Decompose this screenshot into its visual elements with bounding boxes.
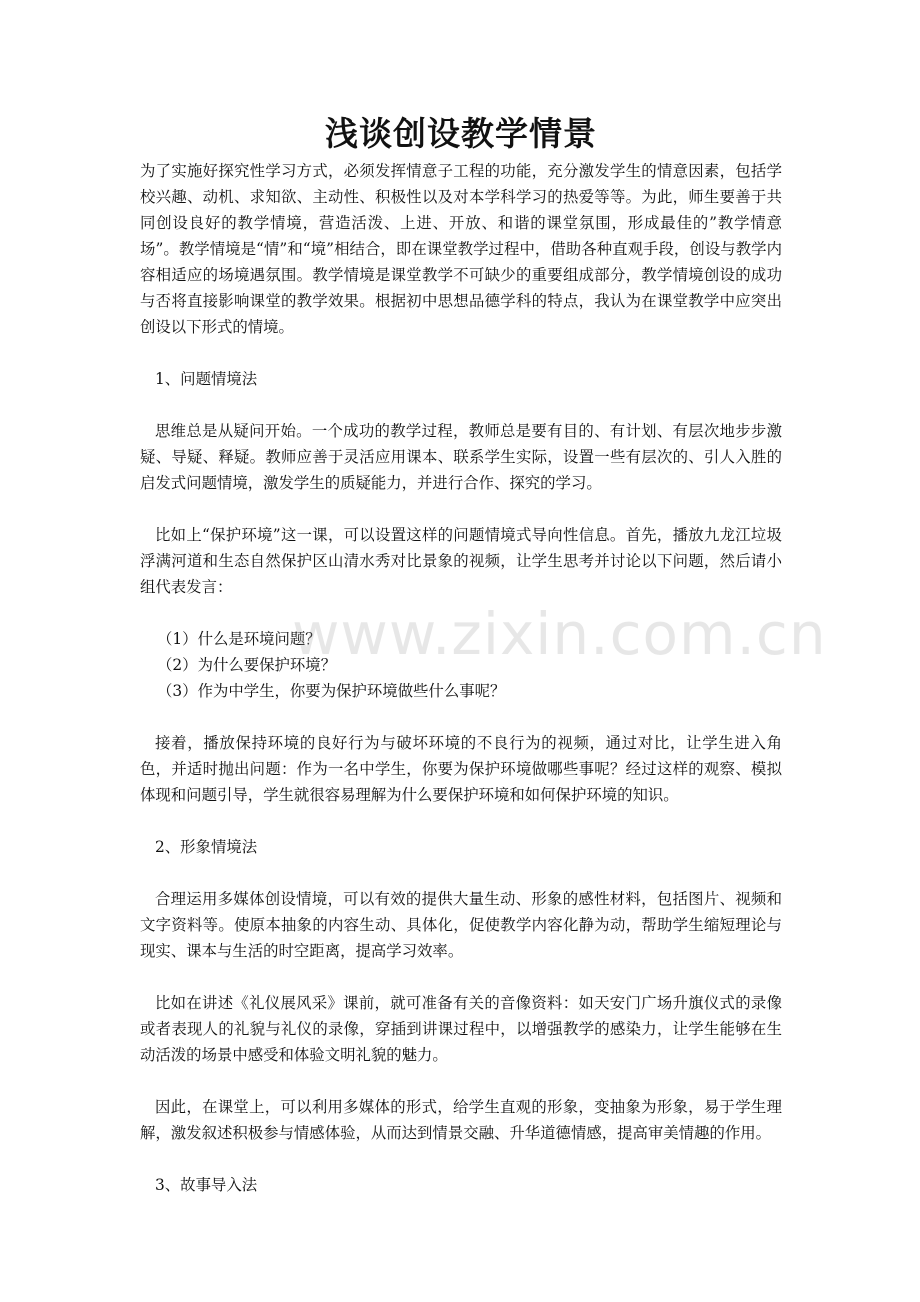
section1-paragraph-2: 比如上“保护环境”这一课，可以设置这样的问题情境式导向性信息。首先，播放九龙江垃圾浮满河道和生态自然保护区山清水秀对比景象的视频，让学生思考并讨论以下问题，然后请小组代表发言： bbox=[140, 526, 782, 596]
section-heading-2: 2、形象情境法 bbox=[155, 838, 258, 856]
intro-paragraph: 为了实施好探究性学习方式，必须发挥情意子工程的功能，充分激发学生的情意因素，包括学校兴趣、动机、求知欲、主动性、积极性以及对本学科学习的热爱等等。为此，师生要善于共同创设良好的教学情境，营造活泼、上进、开放、和谐的课堂氛围，形成最佳的”教学情意场”。教学情境是“情”和“境”相结合，即在课堂教学过程中，借助各种直观手段，创设与教学内容相适应的场境遇氛围。教学情境是课堂教学不可缺少的重要组成部分，教学情境创设的成功与否将直接影响课堂的教学效果。根据初中思想品德学科的特点，我认为在课堂教学中应突出创设以下形式的情境。 bbox=[140, 162, 782, 336]
section-heading-3: 3、故事导入法 bbox=[155, 1176, 258, 1194]
spacer bbox=[140, 808, 782, 834]
question-item-3: （3）作为中学生，你要为保护环境做些什么事呢？ bbox=[157, 682, 506, 700]
spacer bbox=[140, 1068, 782, 1094]
spacer bbox=[140, 860, 782, 886]
watermark-text: www.zixin.com.cn bbox=[292, 600, 827, 668]
document-title: 浅谈创设教学情景 bbox=[325, 114, 597, 153]
section2-paragraph-3: 因此，在课堂上，可以利用多媒体的形式，给学生直观的形象，变抽象为形象，易于学生理解，激发叙述积极参与情感体验，从而达到情景交融、升华道德情感，提高审美情趣的作用。 bbox=[140, 1098, 782, 1142]
document-page bbox=[140, 112, 782, 1198]
section1-paragraph-3: 接着，播放保持环境的良好行为与破坏环境的不良行为的视频，通过对比，让学生进入角色，并适时抛出问题：作为一名中学生，你要为保护环境做哪些事呢？经过这样的观察、模拟体现和问题引导，学生就很容易理解为什么要保护环境和如何保护环境的知识。 bbox=[140, 734, 782, 804]
section2-paragraph-2: 比如在讲述《礼仪展风采》课前，就可准备有关的音像资料：如天安门广场升旗仪式的录像或者表现人的礼貌与礼仪的录像，穿插到讲课过程中，以增强教学的感染力，让学生能够在生动活泼的场景中感受和体验文明礼貌的魅力。 bbox=[140, 994, 782, 1064]
section-heading-1: 1、问题情境法 bbox=[155, 370, 258, 388]
question-item-1: （1）什么是环境问题？ bbox=[157, 630, 321, 648]
spacer bbox=[140, 600, 782, 626]
question-item-2: （2）为什么要保护环境？ bbox=[157, 656, 337, 674]
section1-paragraph-1: 思维总是从疑问开始。一个成功的教学过程，教师总是要有目的、有计划、有层次地步步激疑、导疑、释疑。教师应善于灵活应用课本、联系学生实际，设置一些有层次的、引人入胜的启发式问题情境，激发学生的质疑能力，并进行合作、探究的学习。 bbox=[140, 422, 782, 492]
spacer bbox=[140, 340, 782, 366]
spacer bbox=[140, 392, 782, 418]
spacer bbox=[140, 1146, 782, 1172]
spacer bbox=[140, 964, 782, 990]
spacer bbox=[140, 496, 782, 522]
spacer bbox=[140, 704, 782, 730]
section2-paragraph-1: 合理运用多媒体创设情境，可以有效的提供大量生动、形象的感性材料，包括图片、视频和文字资料等。使原本抽象的内容生动、具体化，促使教学内容化静为动，帮助学生缩短理论与现实、课本与生活的时空距离，提高学习效率。 bbox=[140, 890, 782, 960]
